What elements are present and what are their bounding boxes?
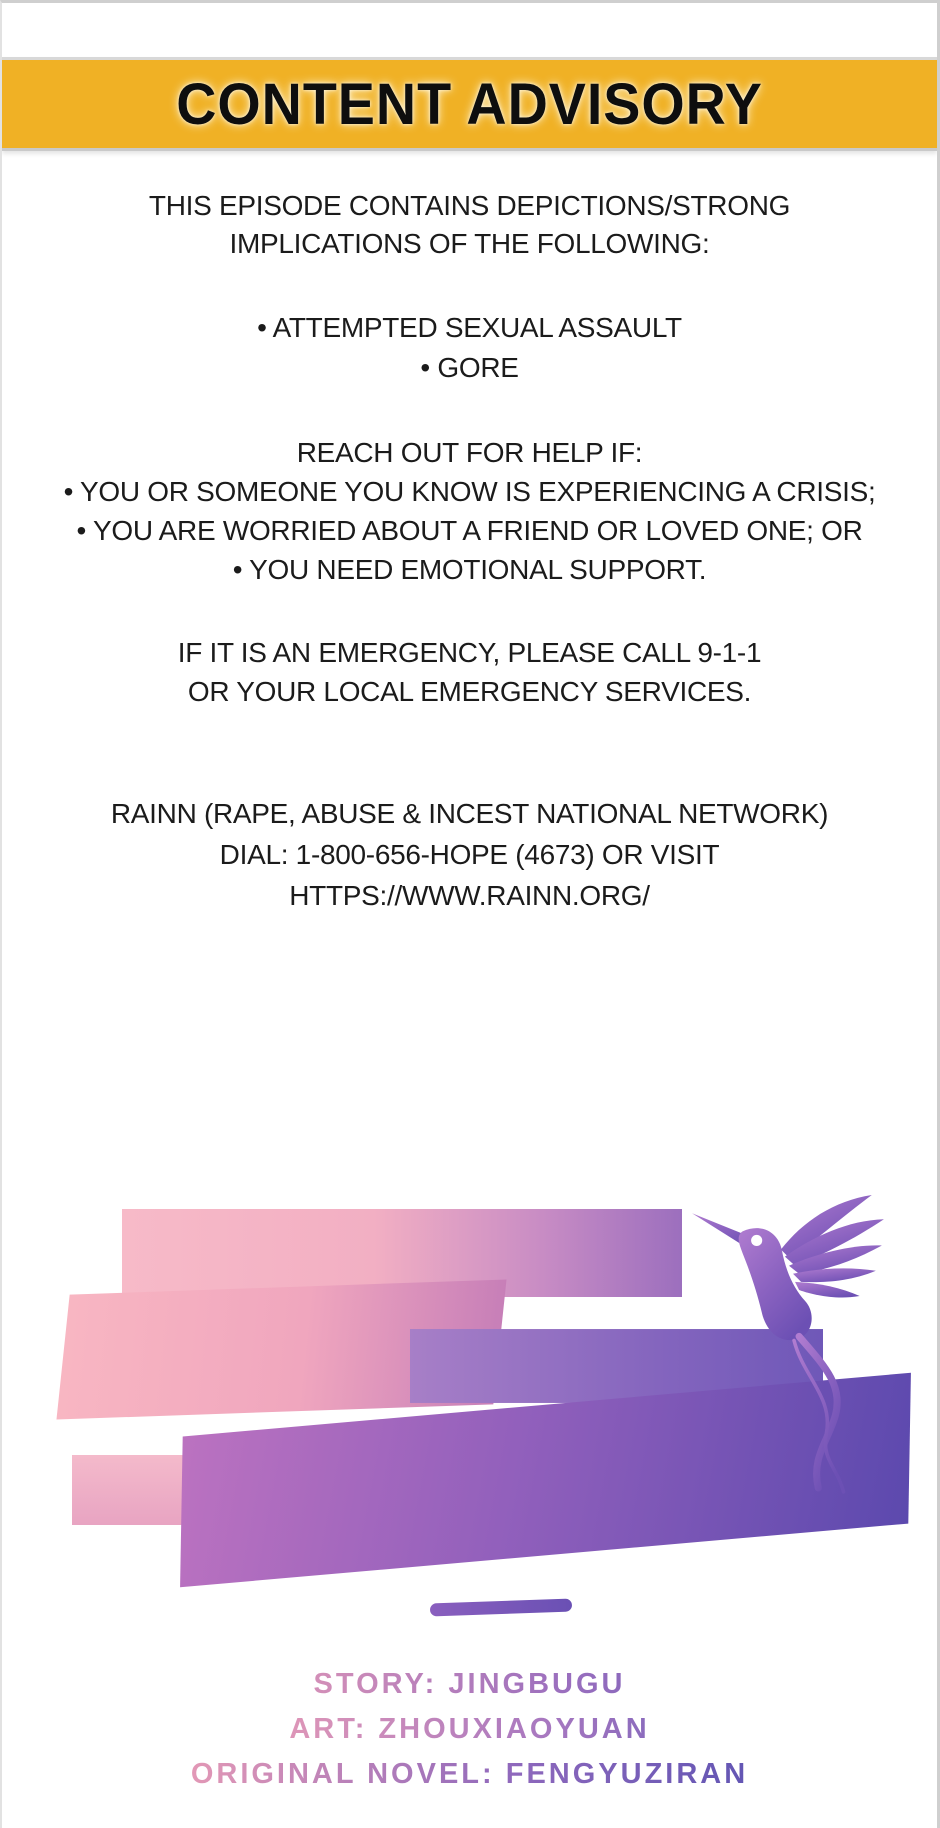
rainn-line1: RAINN (RAPE, ABUSE & INCEST NATIONAL NETWORK) [110, 798, 829, 829]
content-advisory-banner [2, 57, 937, 151]
emergency-line1: IF IT IS AN EMERGENCY, PLEASE CALL 9-1-1 [177, 637, 762, 668]
warning-item: • GORE [420, 352, 519, 383]
advisory-rainn-block [2, 793, 937, 916]
banner-title: CONTENT ADVISORY [176, 71, 763, 137]
credit-story: STORY: JINGBUGU [2, 1669, 937, 1701]
advisory-intro-line2: IMPLICATIONS OF THE FOLLOWING: [229, 228, 710, 259]
warning-item: • ATTEMPTED SEXUAL ASSAULT [257, 312, 682, 343]
rainn-line2: DIAL: 1-800-656-HOPE (4673) OR VISIT [219, 839, 720, 870]
help-item: • YOU NEED EMOTIONAL SUPPORT. [232, 554, 707, 585]
help-heading: REACH OUT FOR HELP IF: [296, 437, 643, 468]
hummingbird-icon [690, 1193, 892, 1501]
advisory-intro [2, 187, 937, 263]
rainn-url: HTTPS://WWW.RAINN.ORG/ [289, 880, 650, 911]
help-item: • YOU OR SOMEONE YOU KNOW IS EXPERIENCING A CRISIS; [63, 476, 876, 507]
credit-original-novel: ORIGINAL NOVEL: FENGYUZIRAN [2, 1759, 937, 1791]
help-item: • YOU ARE WORRIED ABOUT A FRIEND OR LOVED ONE; OR [76, 515, 863, 546]
advisory-warning-list [2, 308, 937, 388]
advisory-intro-line1: THIS EPISODE CONTAINS DEPICTIONS/STRONG [148, 190, 791, 221]
emergency-line2: OR YOUR LOCAL EMERGENCY SERVICES. [187, 676, 752, 707]
advisory-emergency-block [2, 633, 937, 711]
advisory-help-block [2, 433, 937, 589]
credit-art: ART: ZHOUXIAOYUAN [2, 1714, 937, 1746]
emperor-underline [430, 1599, 572, 1617]
